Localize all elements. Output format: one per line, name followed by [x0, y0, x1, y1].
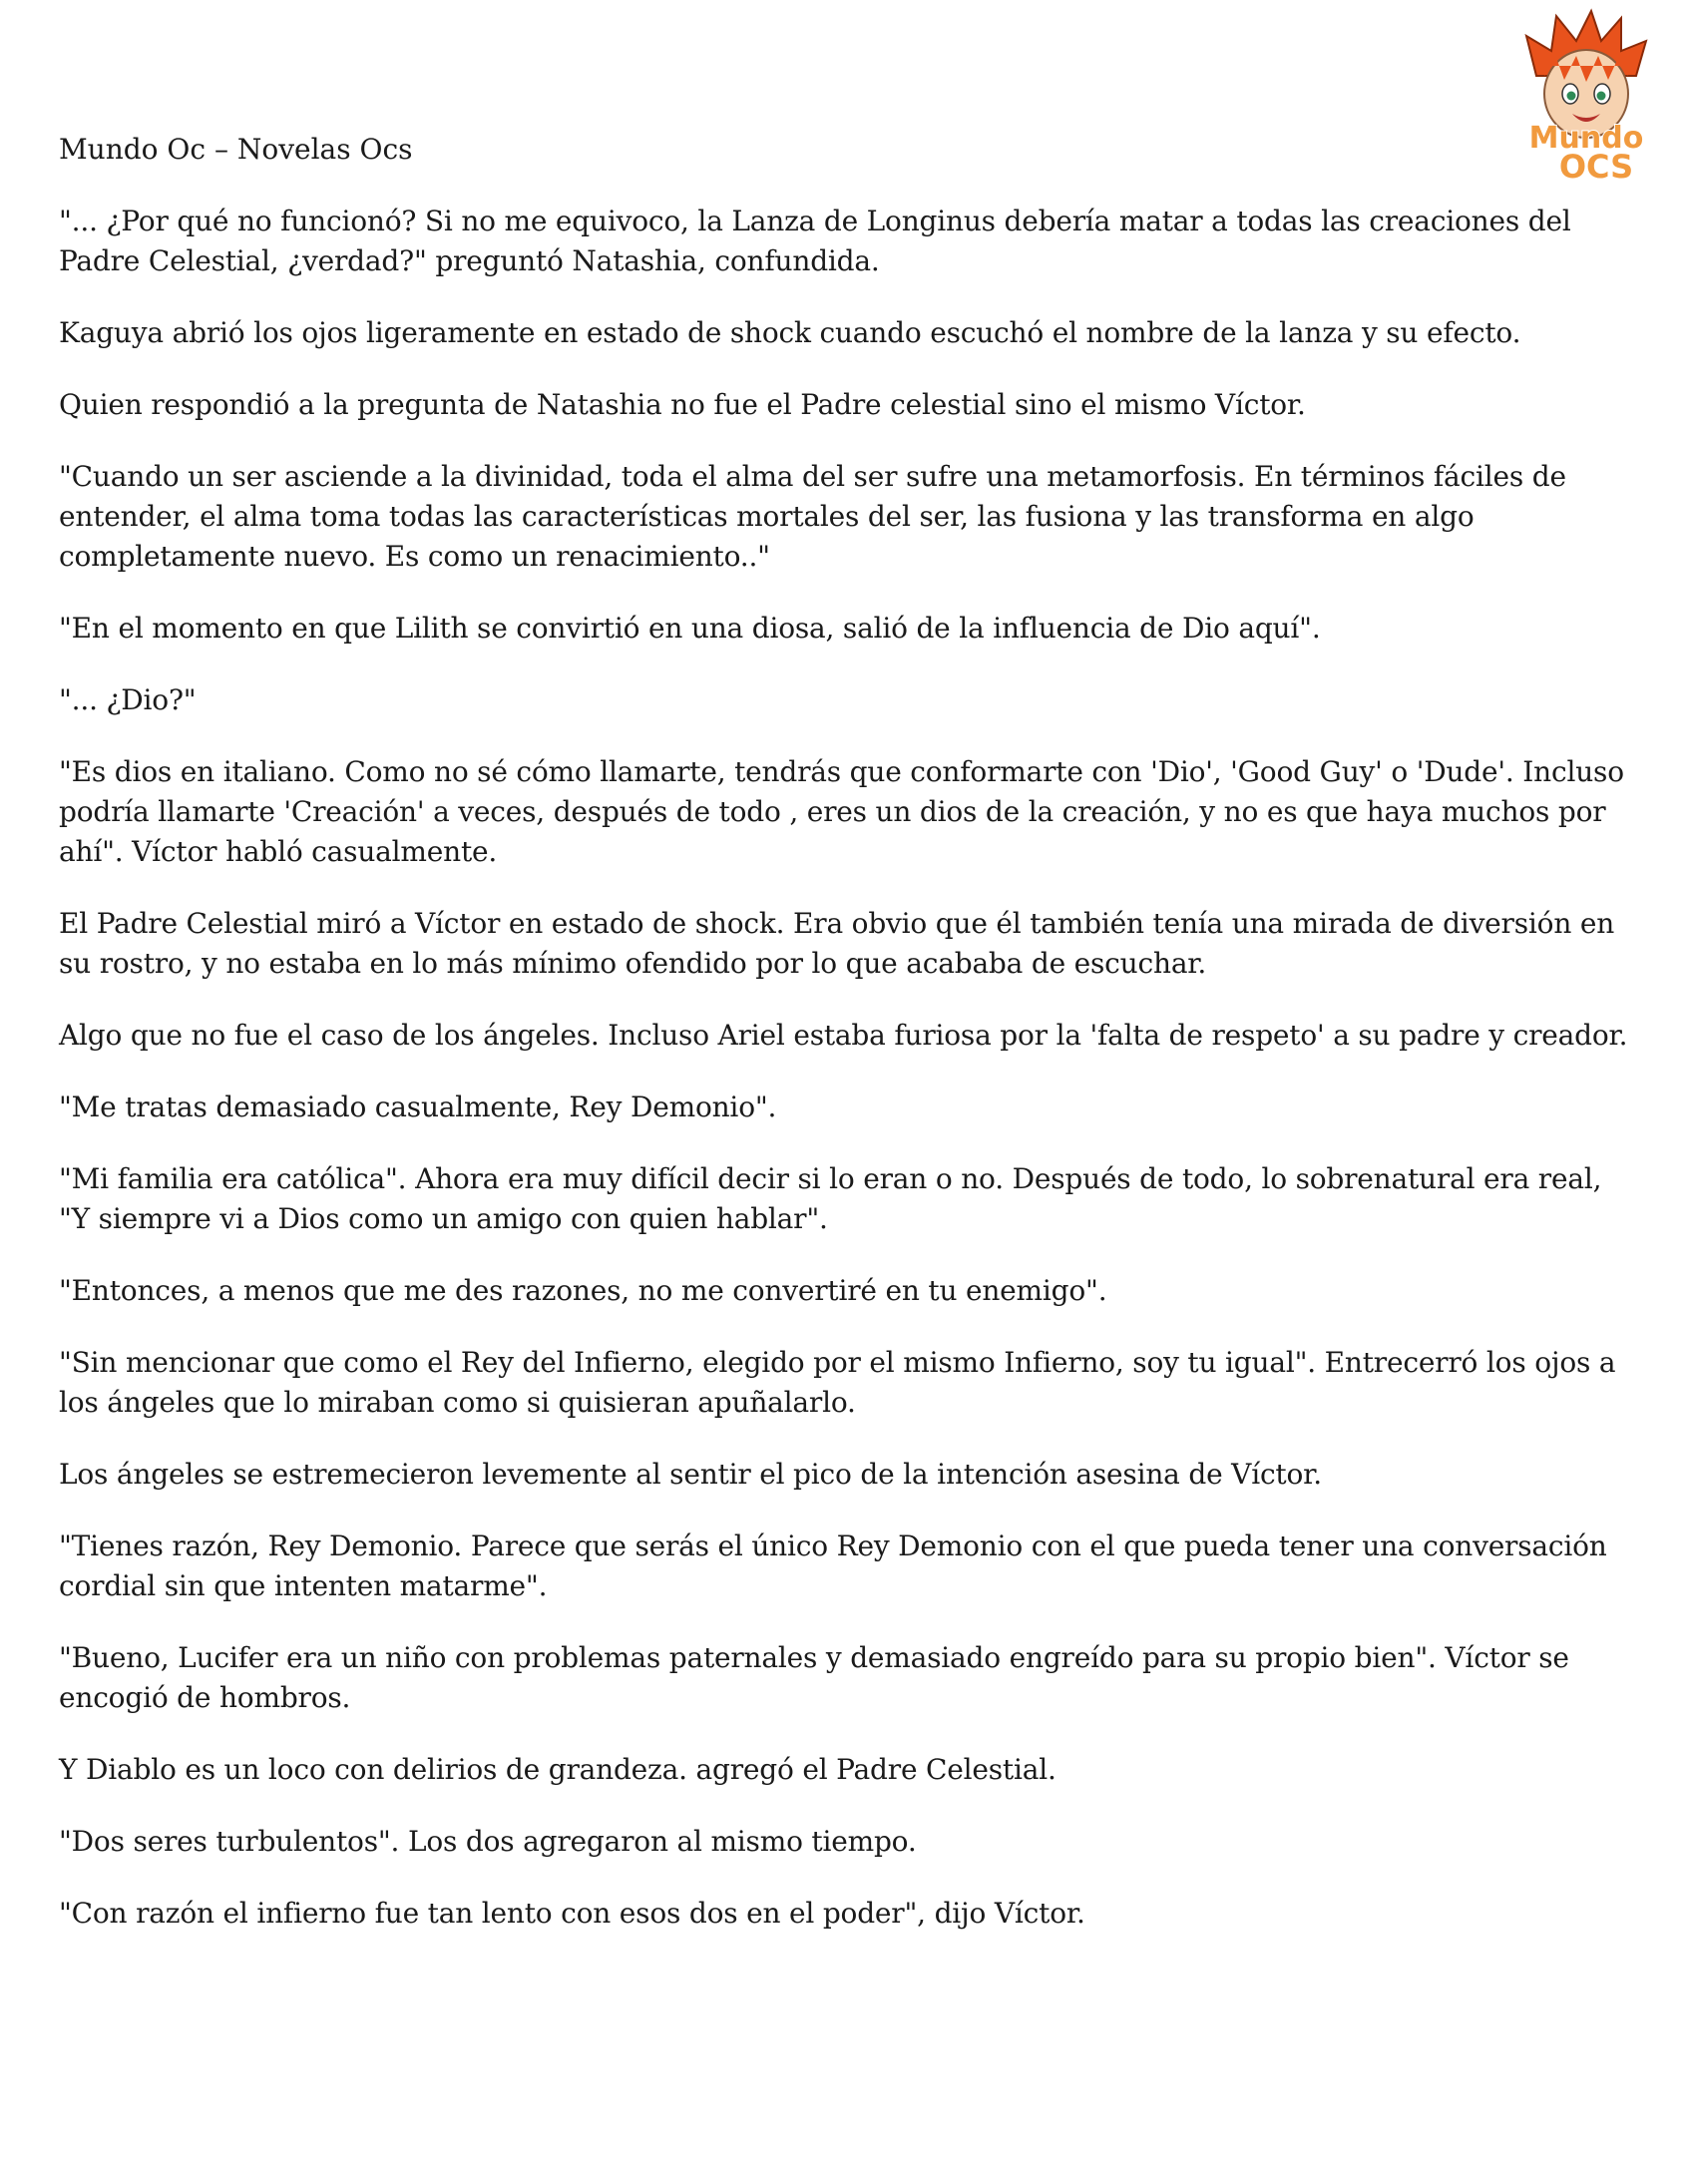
paragraph: Kaguya abrió los ojos ligeramente en estado de shock cuando escuchó el nombre de la lanza y su efecto.	[59, 316, 1521, 349]
paragraph: Los ángeles se estremecieron levemente al sentir el pico de la intención asesina de Víctor.	[59, 1458, 1322, 1491]
paragraph: "Me tratas demasiado casualmente, Rey Demonio".	[59, 1091, 777, 1123]
paragraph: "En el momento en que Lilith se convirtió en una diosa, salió de la influencia de Dio aquí".	[59, 612, 1321, 645]
paragraph: "Sin mencionar que como el Rey del Infierno, elegido por el mismo Infierno, soy tu igual". Entrecerró los ojos a los ángeles que lo miraban como si quisieran apuñalarlo.	[59, 1346, 1616, 1419]
paragraph: El Padre Celestial miró a Víctor en estado de shock. Era obvio que él también tenía una mirada de diversión en su rostro, y no estaba en lo más mínimo ofendido por lo que acababa de escuchar.	[59, 907, 1615, 980]
paragraph: "Cuando un ser asciende a la divinidad, toda el alma del ser sufre una metamorfosis. En términos fáciles de entender, el alma toma todas las características mortales del ser, las fusiona y las transforma en algo completamente nuevo. Es como un renacimiento.."	[59, 460, 1566, 573]
logo-text-line1: Mundo	[1528, 121, 1644, 156]
paragraph: "Con razón el infierno fue tan lento con esos dos en el poder", dijo Víctor.	[59, 1897, 1085, 1930]
paragraph: "Mi familia era católica". Ahora era muy difícil decir si lo eran o no. Después de todo, lo sobrenatural era real, "Y siempre vi a Dios como un amigo con quien hablar".	[59, 1162, 1602, 1235]
logo-text-line2: OCS	[1558, 148, 1634, 186]
paragraph: "Dos seres turbulentos". Los dos agregaron al mismo tiempo.	[59, 1825, 917, 1858]
paragraph: Y Diablo es un loco con delirios de grandeza. agregó el Padre Celestial.	[59, 1753, 1056, 1786]
paragraph: "... ¿Dio?"	[59, 683, 197, 716]
paragraph: "... ¿Por qué no funcionó? Si no me equivoco, la Lanza de Longinus debería matar a todas las creaciones del Padre Celestial, ¿verdad?" preguntó Natashia, confundida.	[59, 205, 1571, 277]
paragraph: "Entonces, a menos que me des razones, no me convertiré en tu enemigo".	[59, 1274, 1107, 1307]
document-body	[59, 130, 1630, 1966]
paragraph: "Bueno, Lucifer era un niño con problemas paternales y demasiado engreído para su propio bien". Víctor se encogió de hombros.	[59, 1641, 1569, 1714]
page-header: Mundo Oc – Novelas Ocs	[59, 133, 413, 166]
paragraph: Quien respondió a la pregunta de Natashia no fue el Padre celestial sino el mismo Víctor.	[59, 388, 1306, 421]
paragraph: "Tienes razón, Rey Demonio. Parece que serás el único Rey Demonio con el que pueda tener una conversación cordial sin que intenten matarme".	[59, 1529, 1607, 1602]
paragraph: "Es dios en italiano. Como no sé cómo llamarte, tendrás que conformarte con 'Dio', 'Good Guy' o 'Dude'. Incluso podría llamarte 'Creación' a veces, después de todo , eres un dios de la creación, y no es que haya muchos por ahí". Víctor habló casualmente.	[59, 755, 1624, 868]
paragraph: Algo que no fue el caso de los ángeles. Incluso Ariel estaba furiosa por la 'falta de respeto' a su padre y creador.	[59, 1019, 1628, 1052]
